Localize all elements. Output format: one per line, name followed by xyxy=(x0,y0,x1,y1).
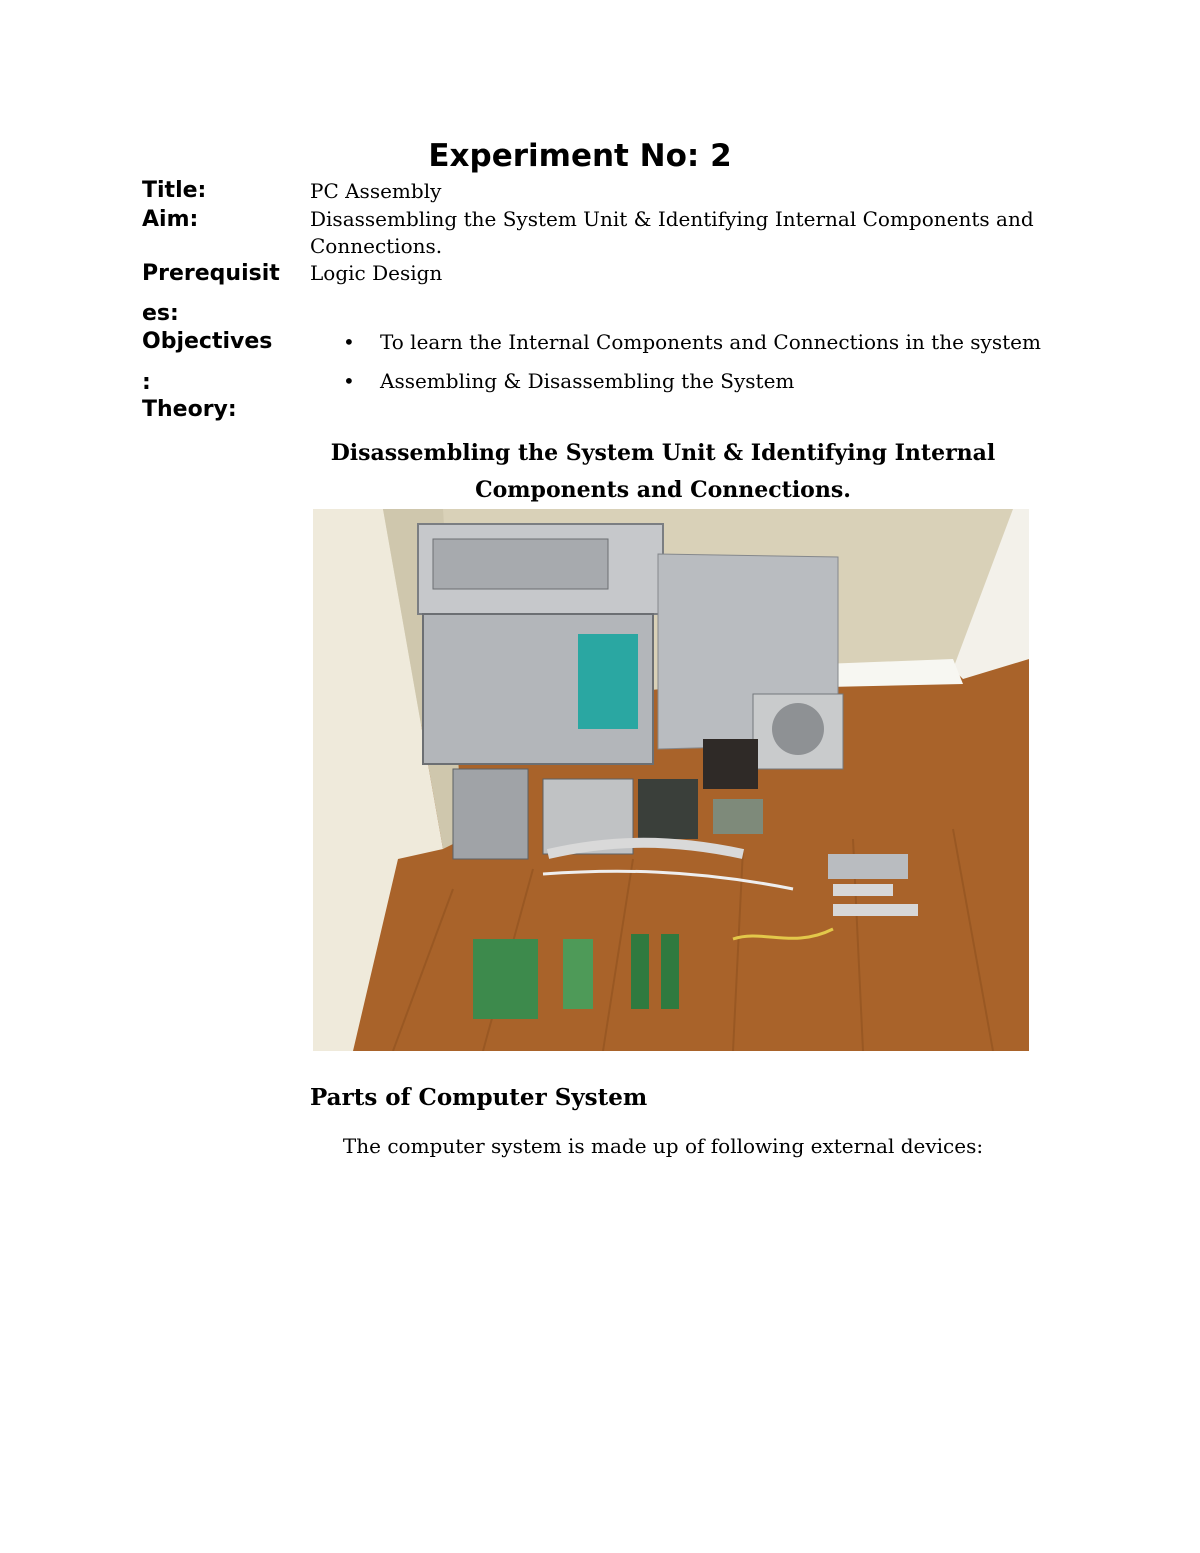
theory-label: Theory: xyxy=(142,397,237,422)
aim-label: Aim: xyxy=(142,207,199,232)
title-value: PC Assembly xyxy=(310,179,442,203)
aim-value-line1: Disassembling the System Unit & Identifying Internal Components and xyxy=(310,207,1034,231)
objective-item-1: To learn the Internal Components and Connections in the system xyxy=(380,330,1041,354)
intro-paragraph: The computer system is made up of following external devices: xyxy=(342,1134,984,1158)
theory-subheading-cont: Components and Connections. xyxy=(475,477,851,503)
objective-bullet: • xyxy=(343,369,355,393)
prerequisites-label: Prerequisit xyxy=(142,261,280,286)
section-title: Parts of Computer System xyxy=(310,1084,648,1111)
title-label: Title: xyxy=(142,178,207,203)
prerequisites-value: Logic Design xyxy=(310,261,443,285)
objective-item-2: Assembling & Disassembling the System xyxy=(380,369,795,393)
prerequisites-label-cont: es: xyxy=(142,301,179,326)
disassembled-pc-photo xyxy=(313,509,1029,1051)
aim-value-line2: Connections. xyxy=(310,234,443,258)
objectives-label: Objectives xyxy=(142,329,273,354)
theory-subheading: Disassembling the System Unit & Identifying Internal xyxy=(330,440,996,466)
experiment-heading: Experiment No: 2 xyxy=(428,138,732,174)
objective-bullet: • xyxy=(343,330,355,354)
objectives-label-cont: : xyxy=(142,370,151,395)
